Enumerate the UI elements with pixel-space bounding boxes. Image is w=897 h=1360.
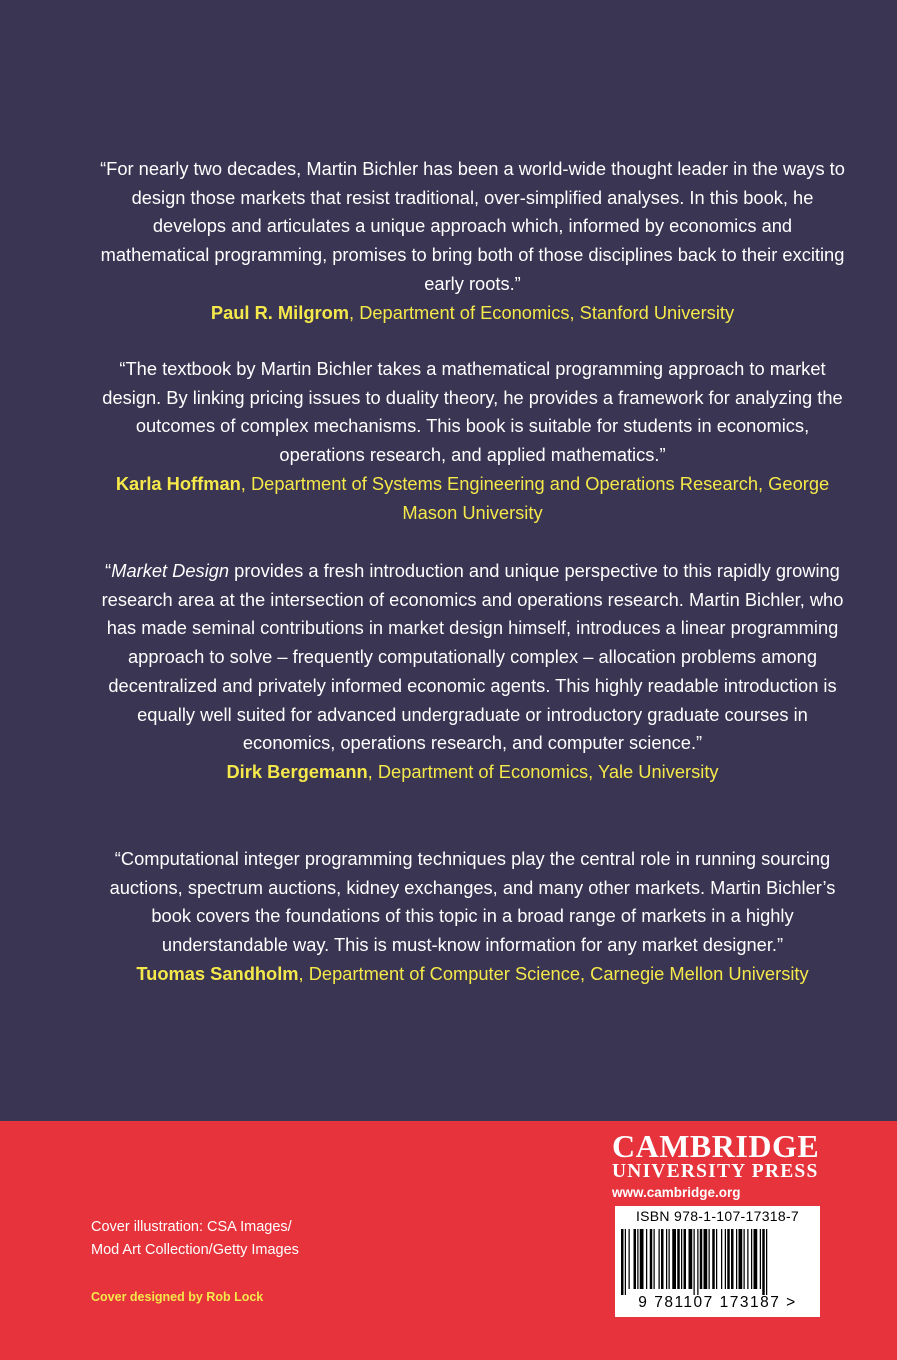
barcode-bar <box>650 1229 653 1289</box>
barcode-bar <box>684 1229 687 1289</box>
endorsement-1-author: Paul R. Milgrom <box>210 301 350 323</box>
cover-designer-credit: Cover designed by Rob Lock <box>91 1290 264 1304</box>
barcode-bar <box>625 1229 626 1295</box>
isbn-label: ISBN 978-1-107-17318-7 <box>635 1208 800 1224</box>
barcode-bar <box>766 1229 767 1295</box>
illustration-credit-line-2: Mod Art Collection/Getty Images <box>91 1242 299 1258</box>
barcode-bar <box>712 1229 715 1289</box>
barcode-bar <box>629 1229 630 1289</box>
endorsement-4 <box>100 845 845 989</box>
endorsement-3-open-quote: “ <box>105 560 112 581</box>
barcode-bar <box>700 1229 703 1289</box>
barcode-bar <box>681 1229 682 1289</box>
barcode-bar <box>694 1229 695 1295</box>
barcode-bar <box>697 1229 698 1295</box>
barcode-bar <box>677 1229 680 1289</box>
barcode-bar <box>762 1229 765 1295</box>
endorsement-4-attribution <box>100 960 845 989</box>
endorsement-3-attribution <box>100 758 845 787</box>
barcode-bars-icon <box>621 1229 814 1295</box>
publisher-name: CAMBRIDGE <box>612 1128 820 1164</box>
barcode-bar <box>754 1229 758 1289</box>
endorsement-2-author: Karla Hoffman <box>115 472 241 494</box>
endorsement-3-text <box>100 557 845 758</box>
barcode-bar <box>725 1229 726 1289</box>
endorsement-1-affiliation: , Department of Economics, Stanford University <box>349 301 735 323</box>
publisher-logo <box>612 1128 820 1203</box>
endorsement-3-book-title: Market Design <box>111 560 230 581</box>
endorsement-1-text: “For nearly two decades, Martin Bichler has been a world-wide thought leader in the ways to design those markets that resist traditional, over-simplified analyses. In this book, he develops and articulates a unique approach which, informed by economics and mathematical programming, promises to bring both of those disciplines back to their exciting early roots.” <box>100 158 845 294</box>
barcode-digits: 9 781107 173187 > <box>638 1294 797 1311</box>
endorsement-2-text: “The textbook by Martin Bichler takes a mathematical programming approach to market design. By linking pricing issues to duality theory, he provides a framework for analyzing the outcomes of complex mechanisms. This book is suitable for students in economics, operations research, and applied mathematics.” <box>102 358 843 466</box>
barcode-bar <box>646 1229 647 1289</box>
barcode-bar <box>637 1229 638 1289</box>
barcode-bar <box>669 1229 670 1289</box>
endorsement-2-affiliation: , Department of Systems Engineering and Operations Research, George Mason University <box>240 472 830 523</box>
endorsement-1-attribution <box>100 299 845 328</box>
endorsement-3-body: provides a fresh introduction and unique perspective to this rapidly growing research area at the intersection of economics and operations research. Martin Bichler, who has made seminal contributions in market design himself, introduces a linear programming approach to solve – frequently computationally complex – allocation problems among decentralized and privately informed economic agents. This highly readable introduction is equally well suited for advanced undergraduate or introductory graduate courses in economics, operations research, and computer science.” <box>101 560 844 754</box>
barcode-bar <box>739 1229 743 1289</box>
barcode-bar <box>634 1229 637 1289</box>
endorsement-4-text: “Computational integer programming techniques play the central role in running sourcing auctions, spectrum auctions, kidney exchanges, and many other markets. Martin Bichler’s book covers the foundations of this topic in a broad range of markets in a highly understandable way. This is must-know information for any market designer.” <box>109 848 836 956</box>
barcode-bar <box>704 1229 708 1289</box>
endorsement-4-affiliation: , Department of Computer Science, Carnegie Mellon University <box>298 962 809 984</box>
endorsement-3-author: Dirk Bergemann <box>226 760 368 782</box>
barcode-bar <box>736 1229 737 1289</box>
barcode-bar <box>751 1229 752 1289</box>
publisher-url: www.cambridge.org <box>612 1185 741 1200</box>
barcode-bar <box>659 1229 660 1289</box>
barcode-bar <box>747 1229 748 1289</box>
endorsement-3-affiliation: , Department of Economics, Yale University <box>367 760 719 782</box>
barcode-bar <box>666 1229 667 1289</box>
barcode-bar <box>744 1229 745 1289</box>
cover-illustration-credit <box>91 1216 299 1262</box>
barcode-bar <box>640 1229 644 1289</box>
barcode-bar <box>727 1229 730 1289</box>
publisher-subname: UNIVERSITY PRESS <box>612 1161 819 1182</box>
barcode-bar <box>672 1229 676 1289</box>
illustration-credit-line-1: Cover illustration: CSA Images/ <box>91 1219 292 1235</box>
barcode-bar <box>709 1229 710 1289</box>
barcode-bar <box>621 1229 624 1295</box>
endorsement-1 <box>100 155 845 327</box>
barcode-bar <box>654 1229 655 1289</box>
isbn-barcode <box>615 1206 820 1317</box>
barcode-bar <box>731 1229 734 1289</box>
barcode-bar <box>716 1229 717 1289</box>
endorsement-2 <box>100 355 845 527</box>
publisher-band <box>0 1121 897 1360</box>
endorsement-4-author: Tuomas Sandholm <box>136 962 299 984</box>
endorsement-2-attribution <box>100 470 845 527</box>
endorsement-3 <box>100 557 845 787</box>
barcode-bar <box>721 1229 722 1289</box>
barcode-bar <box>760 1229 761 1289</box>
barcode-bar <box>661 1229 664 1289</box>
barcode-bar <box>689 1229 693 1289</box>
